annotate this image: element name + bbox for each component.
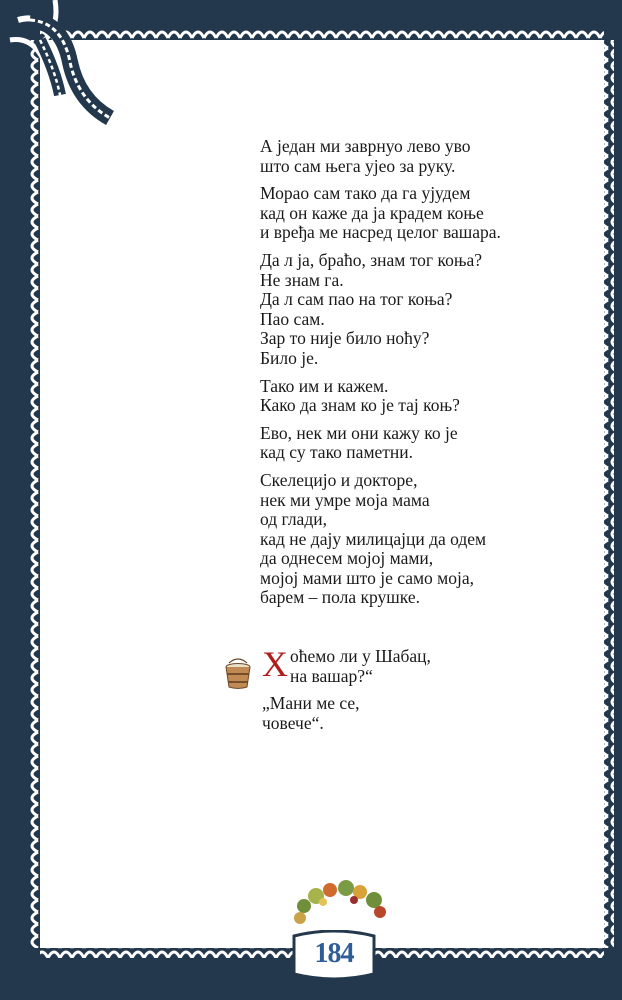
poem-line: Било је. <box>260 347 319 368</box>
dialog-line: на вашар?“ <box>290 665 373 686</box>
page-number: 184 <box>314 938 354 969</box>
poem-stanza <box>260 137 590 176</box>
poem-line: А један ми заврнуо лево уво <box>260 136 471 156</box>
dialog-line: човече“. <box>262 712 324 733</box>
poem-line: Ево, нек ми они кажу ко је <box>260 422 458 443</box>
poem-line: Зар то није било ноћу? <box>260 328 430 349</box>
poem-line: што сам њега ујео за руку. <box>260 155 456 176</box>
poem-stanza <box>260 471 590 608</box>
poem-line: кад он каже да ја крадем коње <box>260 202 484 223</box>
poem-line: Пао сам. <box>260 308 325 329</box>
dialog-answer <box>262 694 562 733</box>
poem-line: мојој мами што је само моја, <box>260 567 475 588</box>
poem-line: да однесем мојој мами, <box>260 548 434 569</box>
poem-line: од глади, <box>260 509 327 530</box>
dialog-question <box>262 644 562 686</box>
poem-line: Не знам га. <box>260 269 344 290</box>
poem-line: нек ми умре моја мама <box>260 489 430 510</box>
poem-line: и вређа ме насред целог вашара. <box>260 222 501 243</box>
rope-corner-knot <box>0 0 130 140</box>
poem-line: Тако им и кажем. <box>260 375 389 396</box>
poem-line: Морао сам тако да га ујудем <box>260 183 471 204</box>
poem-line: кад не дају милицајци да одем <box>260 528 487 549</box>
poem-line: барем – пола крушке. <box>260 587 420 608</box>
poem-stanza <box>260 251 590 369</box>
wooden-bucket-icon <box>221 657 255 691</box>
poem-line: Да л ја, браћо, знам тог коња? <box>260 249 483 270</box>
poem-line: Да л сам пао на тог коња? <box>260 289 453 310</box>
drop-cap: Х <box>262 644 288 684</box>
poem-stanza <box>260 424 590 463</box>
page-number-plate <box>292 930 376 980</box>
poem-text <box>260 137 590 616</box>
dialog-text <box>262 644 562 741</box>
poem-line: Скелецијо и докторе, <box>260 469 418 490</box>
poem-stanza <box>260 184 590 243</box>
dialog-line: „Мани ме се, <box>262 693 360 714</box>
poem-line: Како да знам ко је тај коњ? <box>260 395 460 416</box>
dialog-line: оћемо ли у Шабац, <box>290 646 431 666</box>
poem-stanza <box>260 377 590 416</box>
poem-line: кад су тако паметни. <box>260 442 414 463</box>
